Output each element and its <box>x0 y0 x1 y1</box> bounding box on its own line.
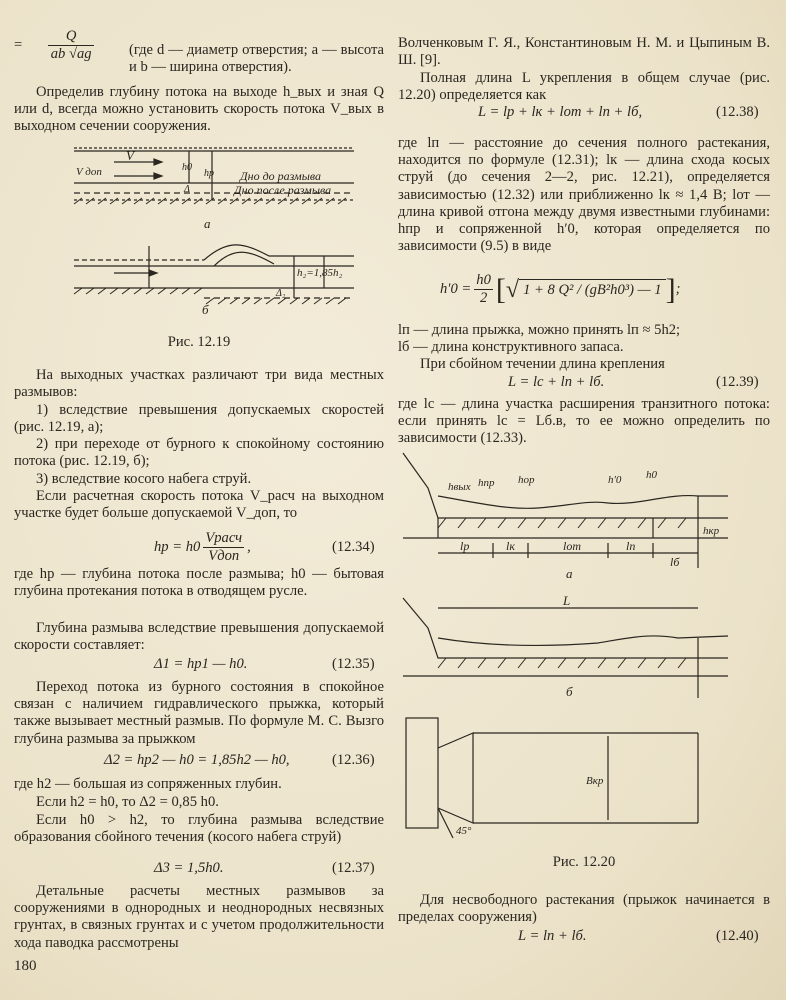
fig1-Vdop: V доп <box>76 166 102 178</box>
fig1-V: V <box>126 148 134 163</box>
paragraph-lp: lп — длина прыжка, можно принять lп ≈ 5h2; <box>398 322 681 338</box>
paragraph-hp: где hр — глубина потока после размыва; h0 — бытовая глубина протекания потока в отводящем русле. <box>14 566 384 600</box>
top-fraction: $\frac{Q}{ab √ag}$ <box>48 28 95 63</box>
fig2-ln: lп <box>626 539 636 553</box>
top-fragment: = $\frac{Q}{ab √ag}$ <box>14 28 384 63</box>
fig1-b: б <box>202 302 209 317</box>
figure-12-19-caption: Рис. 12.19 <box>167 334 231 350</box>
paragraph-lc: где lс — длина участка расширения транзитного потока: если принять lс = Lб.в, то ее можно определить по зависимости (12.33). <box>398 396 770 447</box>
equation-12-38-number: (12.38) <box>716 104 759 120</box>
paragraph-h2: где h2 — большая из сопряженных глубин. <box>14 776 282 792</box>
equation-12-39: L = lс + lп + lб. <box>508 374 605 390</box>
paragraph-define: Определив глубину потока на выходе h_вых и зная Q или d, всегда можно установить скорость потока V_вых в выходном сечении сооружения. <box>14 84 384 135</box>
fig1-bottom-before: Дно до размыва <box>240 169 321 183</box>
fig2-hop: hор <box>518 474 535 486</box>
paragraph-authors: Волченковым Г. Я., Константиновым Н. М. и Цыпиным В. Ш. [9]. <box>398 35 770 69</box>
equation-12-36-number: (12.36) <box>332 752 375 768</box>
equation-12-37: Δ3 = 1,5h0. <box>154 860 224 876</box>
fig2-hvyh: hвых <box>448 481 471 493</box>
fig2-Bkr: Bкр <box>586 775 604 787</box>
fig2-ho: h0 <box>646 469 657 481</box>
fig2-hkr: hкр <box>703 525 720 537</box>
paragraph-if: Если расчетная скорость потока V_расч на выходном участке будет больше допускаемой V_доп, то <box>14 488 384 522</box>
paragraph-depth: Глубина размыва вследствие превышения допускаемой скорости составляет: <box>14 620 384 654</box>
figure-12-19 <box>14 138 384 318</box>
equation-12-35: Δ1 = hр1 — h0. <box>154 656 248 672</box>
paragraph-where: где lп — расстояние до сечения полного растекания, находится по формуле (12.31); lк — длина схода косых струй (до сечения 2—2, рис. 12.21), определяется зависимостью (12.32) или приближенно lк ≈ 1,4 B; lот — длина кривой отгона между двумя известными глубинами: hпр и сопряженной h′0, которая определяется по зависимости (9.5) в виде <box>398 135 770 255</box>
fig2-angle: 45° <box>456 825 472 837</box>
fig1-delta: Δ <box>184 184 190 195</box>
fig2-L: L <box>563 593 571 608</box>
fig2-a: а <box>566 566 573 581</box>
list-item-1: 1) вследствие превышения допускаемых скоростей (рис. 12.19, а); <box>14 402 384 436</box>
equation-12-38: L = lр + lк + lот + lп + lб, <box>478 104 643 120</box>
figure-12-20 <box>398 448 770 848</box>
equation-12-40-number: (12.40) <box>716 928 759 944</box>
fig2-lr: lр <box>460 539 470 553</box>
equation-12-40: L = lп + lб. <box>518 928 587 944</box>
figure-12-20-caption: Рис. 12.20 <box>552 854 616 870</box>
equation-12-34: hр = h0 $\frac{\text{Vрасч}}{\text{Vдоп}}$ , <box>154 530 251 565</box>
paragraph-if-greater: Если h0 > h2, то глубина размыва вследствие образования сбойного течения (косого набега струй) <box>14 812 384 846</box>
paragraph-lb: lб — длина конструктивного запаса. <box>398 339 624 355</box>
equation-12-37-number: (12.37) <box>332 860 375 876</box>
paragraph-detail: Детальные расчеты местных размывов за сооружениями в однородных и неоднородных несвязных грунтах, в связных грунтах и с учетом продолжительности хода паводка рассмотрены <box>14 883 384 951</box>
list-item-2: 2) при переходе от бурного к спокойному состоянию потока (рис. 12.19, б); <box>14 436 384 470</box>
paragraph-transition: Переход потока из бурного состояния в спокойное связан с наличием гидравлического прыжка, который также вызывает местный размыв. По формуле М. С. Вызго глубина размыва за прыжком <box>14 679 384 747</box>
fig2-hpr: hпр <box>478 477 495 489</box>
paragraph-if-equal: Если h2 = h0, то Δ2 = 0,85 h0. <box>36 794 219 810</box>
fig2-lot: lот <box>563 539 581 553</box>
paragraph-free: Для несвободного растекания (прыжок начинается в пределах сооружения) <box>398 892 770 926</box>
fig1-h2: h₂=1,85h₂ <box>297 267 343 279</box>
fig2-lb: lб <box>670 555 680 569</box>
fig2-hb: h′0 <box>608 474 622 486</box>
top-paragraph-tail: (где d — диаметр отверстия; a — высота и b — ширина отверстия). <box>129 42 384 76</box>
equation-12-34-number: (12.34) <box>332 539 375 555</box>
paragraph-types: На выходных участках различают три вида местных размывов: <box>14 367 384 401</box>
equation-12-39-number: (12.39) <box>716 374 759 390</box>
fig1-a: а <box>204 216 211 231</box>
equation-h0-prime: h′0 = $\frac{h0}{2}$ [ √ 1 + 8 Q² / (gB²h0³) — 1 ] ; <box>440 272 681 307</box>
paragraph-length: Полная длина L укрепления в общем случае (рис. 12.20) определяется как <box>398 70 770 104</box>
fig1-delta2: Δ₂ <box>276 288 286 299</box>
fig1-h0: h0 <box>182 162 192 173</box>
fig1-bottom-after: Дно после размыва <box>234 183 332 197</box>
page-number: 180 <box>14 958 37 974</box>
paragraph-sboy: При сбойном течении длина крепления <box>420 356 665 372</box>
fig1-hp: hp <box>204 168 214 179</box>
equation-12-35-number: (12.35) <box>332 656 375 672</box>
fig2-b: б <box>566 684 573 699</box>
fig2-lk: lк <box>506 539 515 553</box>
list-item-3: 3) вследствие косого набега струй. <box>36 471 252 487</box>
equation-12-36: Δ2 = hр2 — h0 = 1,85h2 — h0, <box>104 752 290 768</box>
